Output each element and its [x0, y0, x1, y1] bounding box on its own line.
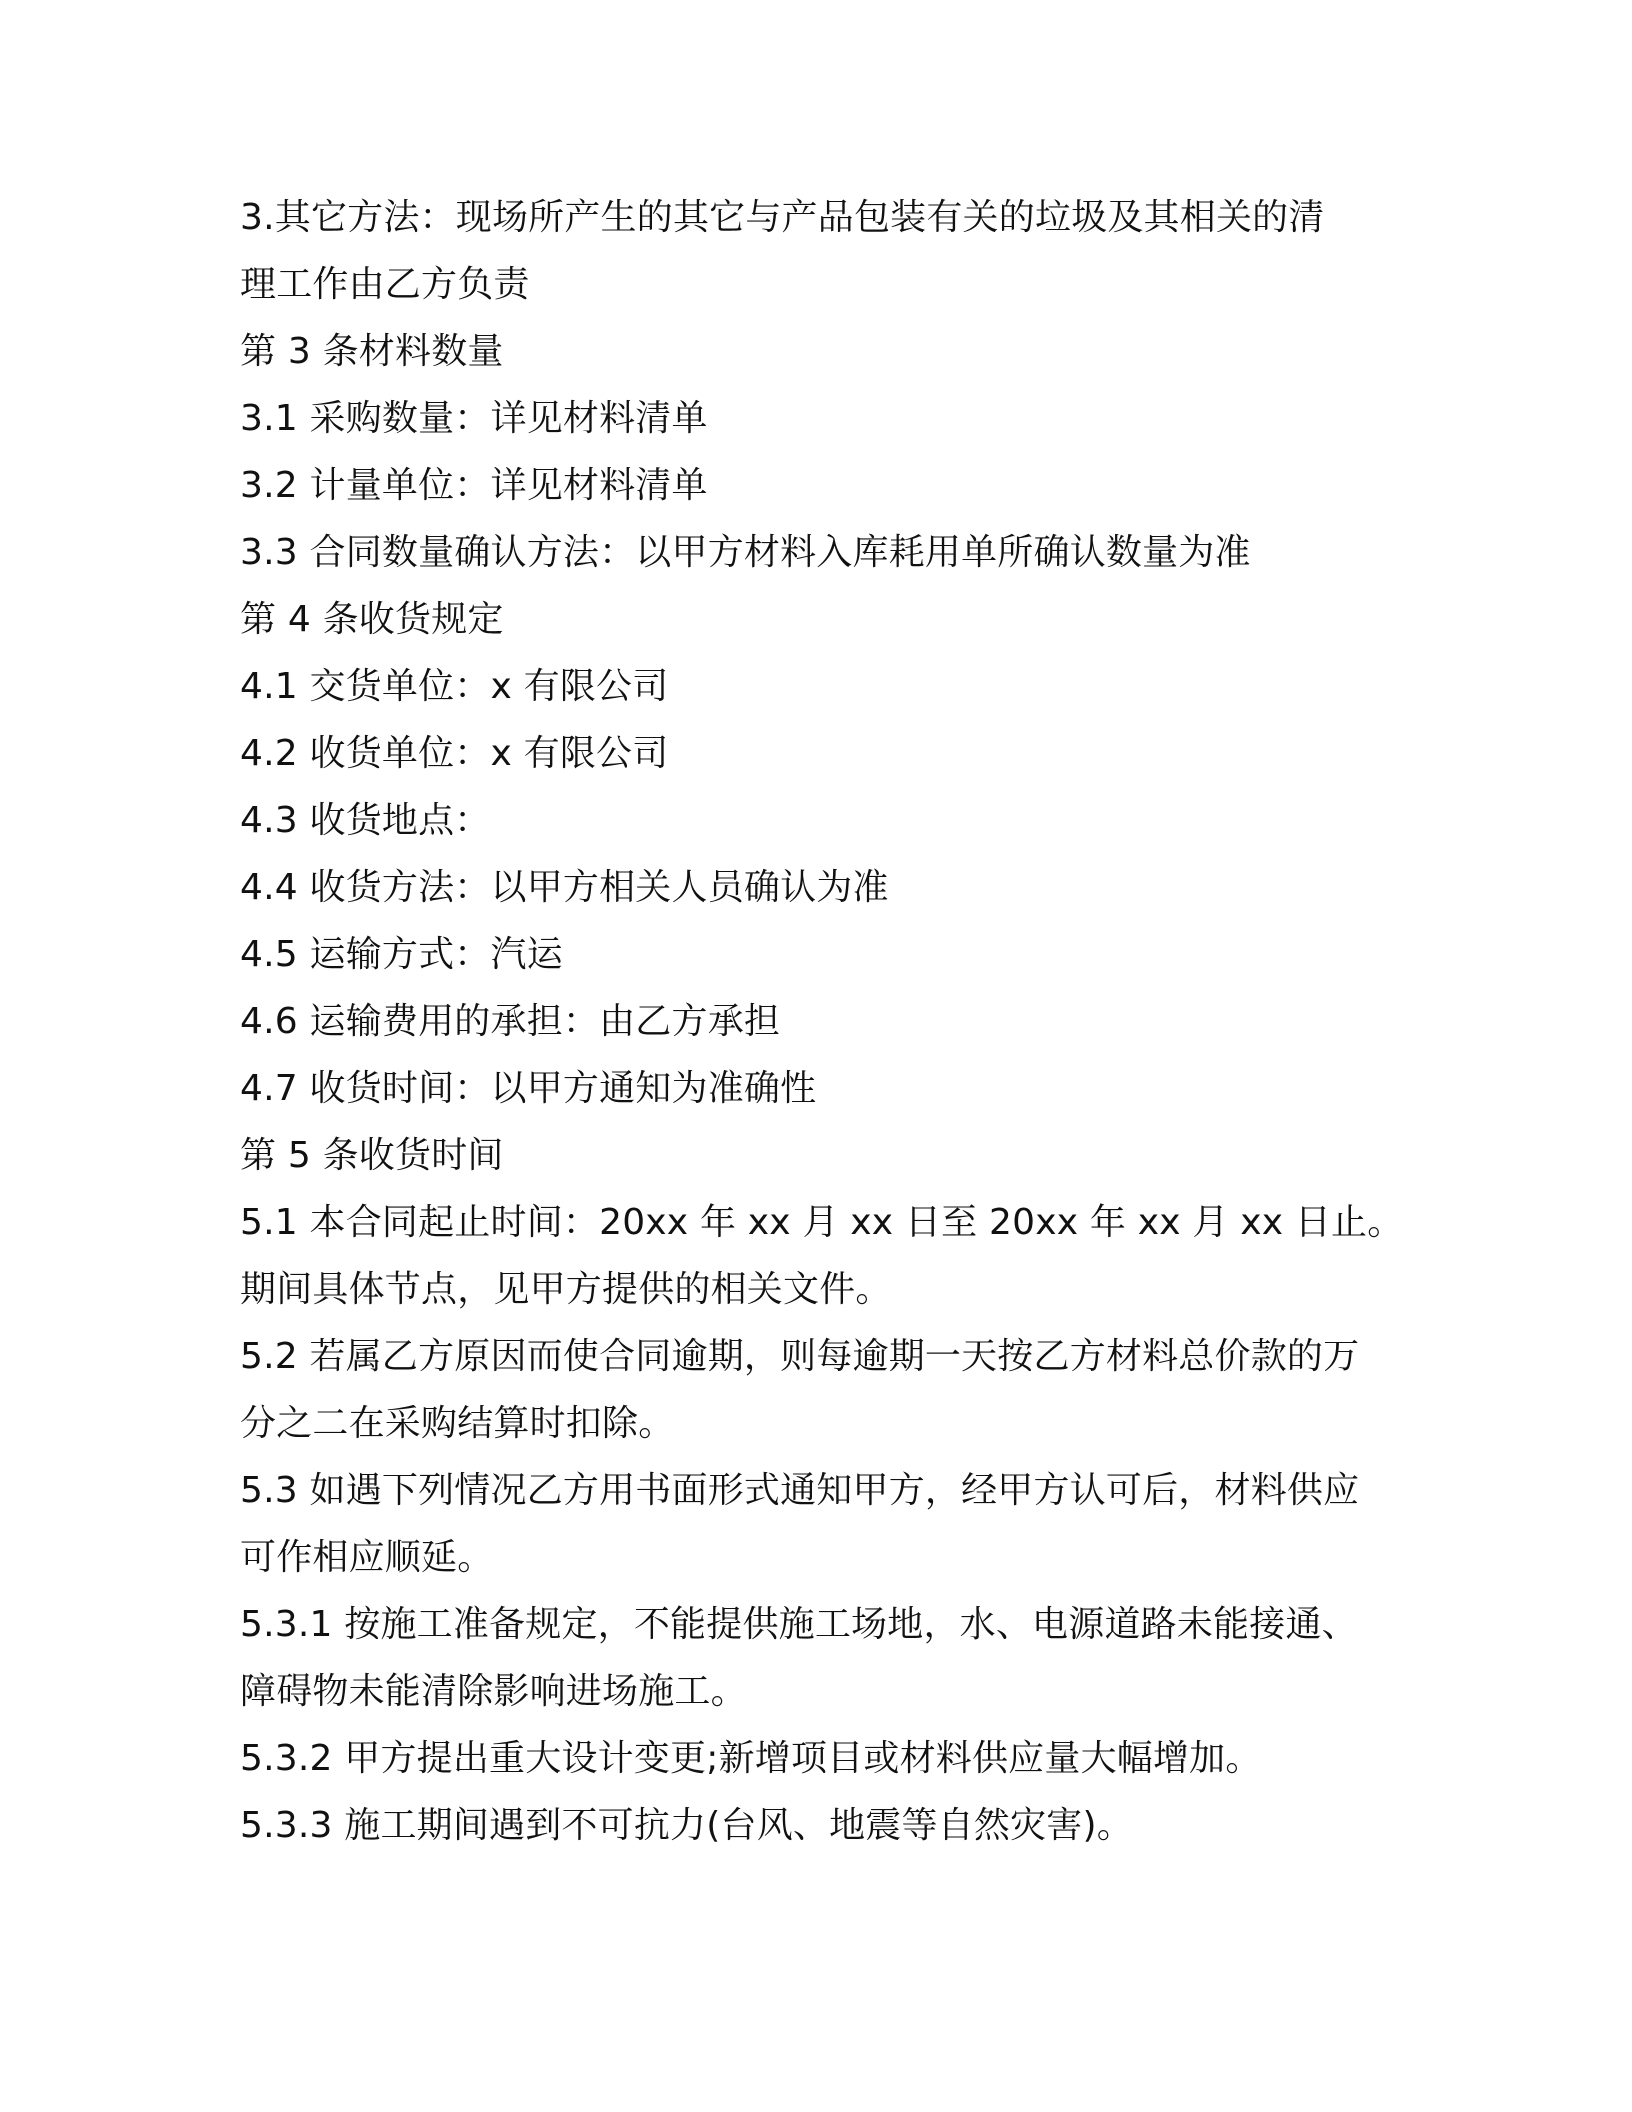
text-line: 4.1 交货单位：x 有限公司 — [240, 666, 669, 707]
text-line: 期间具体节点，见甲方提供的相关文件。 — [240, 1269, 892, 1310]
section-heading: 第 5 条收货时间 — [240, 1135, 504, 1176]
text-line: 4.7 收货时间：以甲方通知为准确性 — [240, 1068, 817, 1109]
section-heading: 第 3 条材料数量 — [240, 331, 504, 372]
text-line: 5.2 若属乙方原因而使合同逾期，则每逾期一天按乙方材料总价款的万 — [240, 1336, 1360, 1377]
text-line: 4.4 收货方法：以甲方相关人员确认为准 — [240, 867, 889, 908]
text-line: 5.3.3 施工期间遇到不可抗力(台风、地震等自然灾害)。 — [240, 1805, 1133, 1846]
section-heading: 第 4 条收货规定 — [240, 599, 504, 640]
text-line: 4.2 收货单位：x 有限公司 — [240, 733, 669, 774]
text-line: 分之二在采购结算时扣除。 — [240, 1403, 675, 1444]
text-line: 3.3 合同数量确认方法：以甲方材料入库耗用单所确认数量为准 — [240, 532, 1251, 573]
text-line: 3.2 计量单位：详见材料清单 — [240, 465, 708, 506]
text-line: 5.3.2 甲方提出重大设计变更;新增项目或材料供应量大幅增加。 — [240, 1738, 1262, 1779]
text-line: 3.1 采购数量：详见材料清单 — [240, 398, 708, 439]
text-line: 4.5 运输方式：汽运 — [240, 934, 563, 975]
text-line: 4.3 收货地点： — [240, 800, 491, 841]
text-line: 5.3 如遇下列情况乙方用书面形式通知甲方，经甲方认可后，材料供应 — [240, 1470, 1360, 1511]
text-line: 可作相应顺延。 — [240, 1537, 494, 1578]
document-body — [240, 184, 1404, 1859]
text-line: 3.其它方法：现场所产生的其它与产品包装有关的垃圾及其相关的清 — [240, 197, 1325, 238]
text-line: 5.1 本合同起止时间：20xx 年 xx 月 xx 日至 20xx 年 xx 月 xx 日止。 — [240, 1202, 1404, 1243]
text-line: 理工作由乙方负责 — [240, 264, 530, 305]
text-line: 5.3.1 按施工准备规定，不能提供施工场地，水、电源道路未能接通、 — [240, 1604, 1358, 1645]
text-line: 4.6 运输费用的承担：由乙方承担 — [240, 1001, 781, 1042]
text-line: 障碍物未能清除影响进场施工。 — [240, 1671, 747, 1712]
